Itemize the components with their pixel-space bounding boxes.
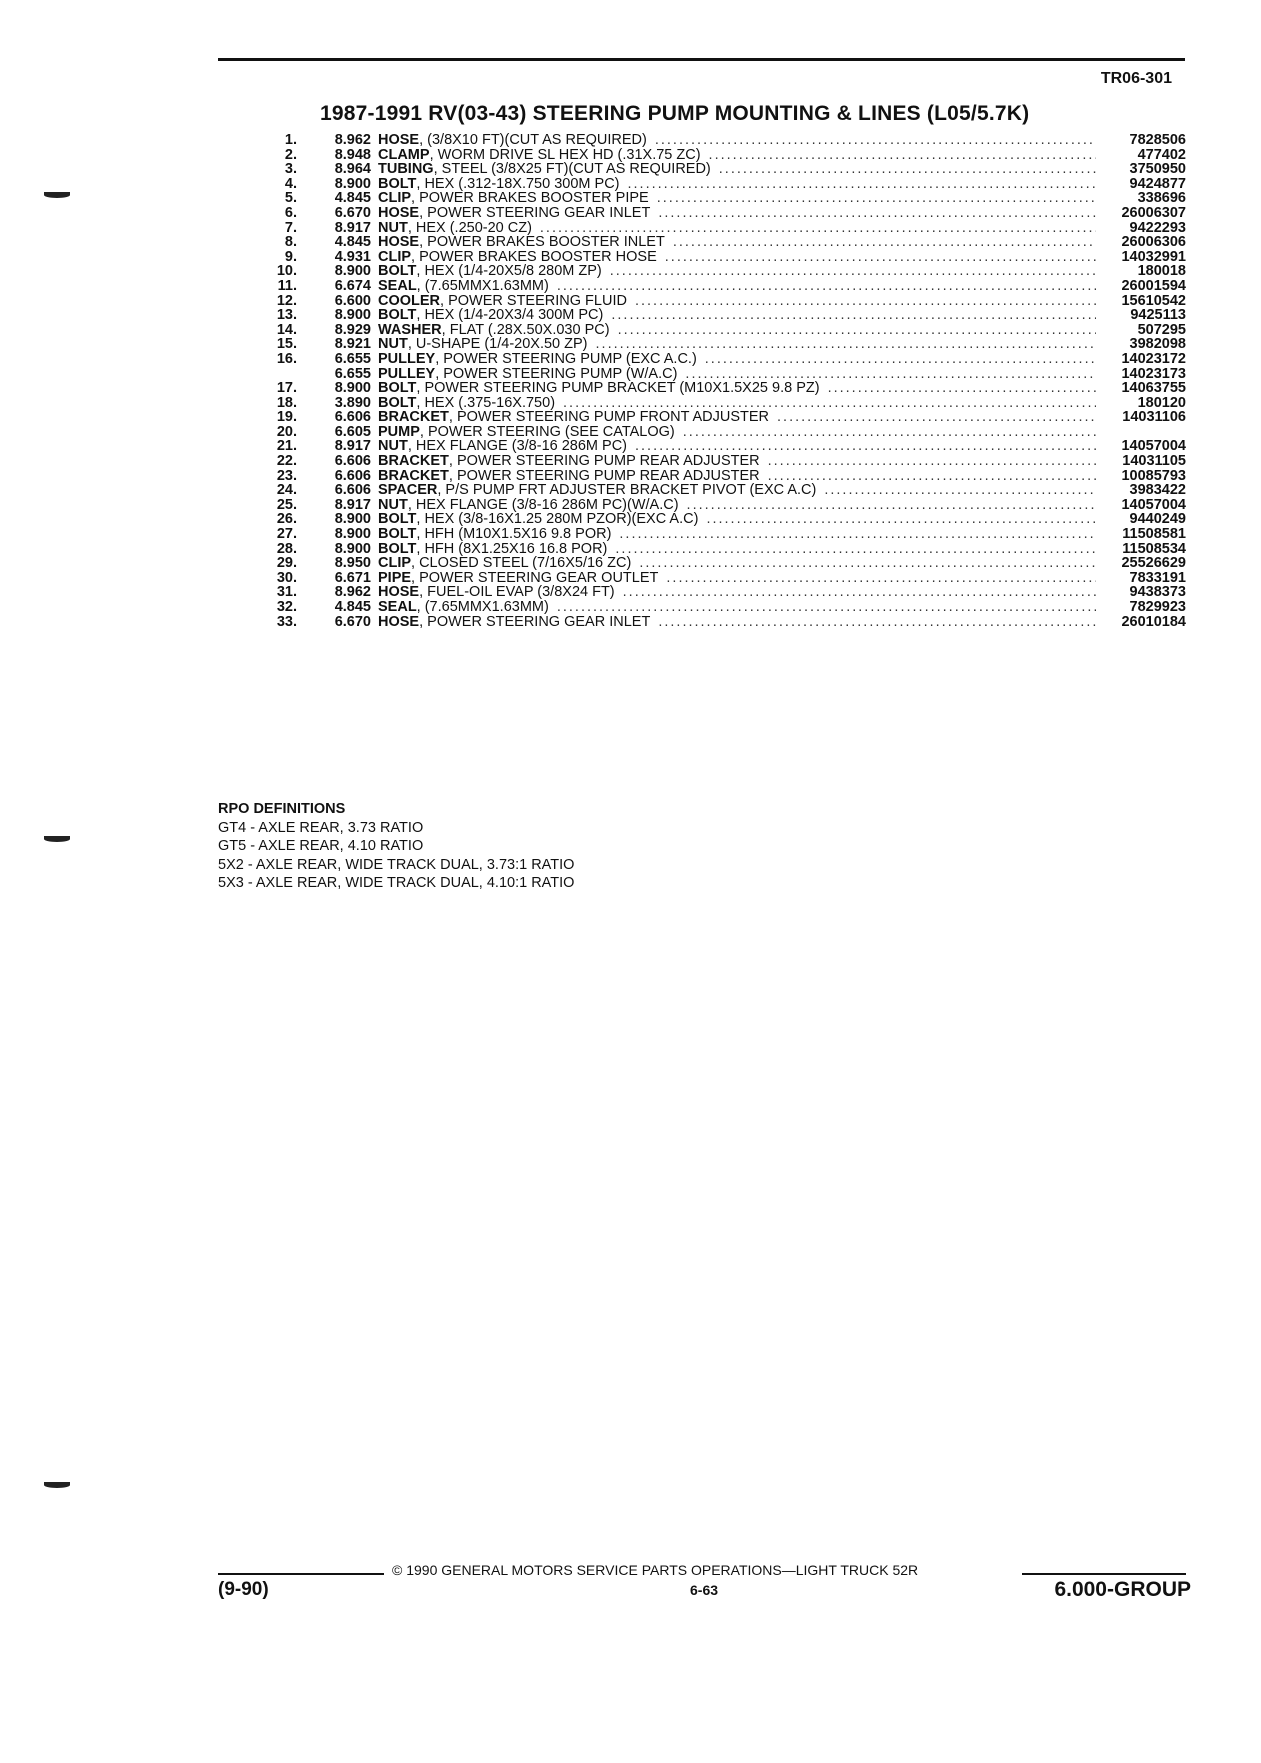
part-description: , WORM DRIVE SL HEX HD (.31X.75 ZC) [429, 146, 701, 163]
parts-row [255, 323, 1186, 338]
part-name: WASHER [378, 321, 442, 338]
part-description: , POWER STEERING PUMP REAR ADJUSTER [448, 467, 760, 484]
part-description: , POWER BRAKES BOOSTER PIPE [411, 190, 649, 207]
part-name: HOSE [378, 204, 420, 221]
item-number: 33. [276, 613, 297, 630]
binder-hole-mark [44, 192, 70, 198]
footer-date: (9-90) [218, 1579, 269, 1600]
group-number: 6.674 [334, 277, 371, 294]
parts-row [255, 148, 1186, 163]
parts-row [255, 294, 1186, 309]
part-number: 7828506 [1129, 132, 1186, 148]
part-description: , HEX (1/4-20X5/8 280M ZP) [416, 263, 602, 280]
leader-dots [665, 250, 1096, 265]
item-number: 29. [276, 555, 297, 572]
parts-row [255, 512, 1186, 527]
part-name: NUT [378, 219, 408, 236]
rpo-item: GT4 - AXLE REAR, 3.73 RATIO [218, 819, 424, 836]
group-number: 8.900 [334, 526, 371, 543]
rpo-item: 5X2 - AXLE REAR, WIDE TRACK DUAL, 3.73:1 RATIO [218, 856, 575, 873]
part-number: 7833191 [1129, 569, 1186, 586]
part-name: BRACKET [378, 453, 449, 470]
item-number: 20. [276, 423, 297, 440]
group-number: 6.606 [334, 467, 371, 484]
parts-row [255, 615, 1186, 630]
part-description: , U-SHAPE (1/4-20X.50 ZP) [407, 336, 588, 353]
parts-row [255, 542, 1186, 557]
part-description: , POWER STEERING PUMP REAR ADJUSTER [448, 453, 760, 470]
item-number: 15. [276, 336, 297, 353]
parts-row [255, 527, 1186, 542]
part-number: 9425113 [1130, 307, 1186, 324]
page-number: 6-63 [690, 1582, 719, 1598]
part-name: BOLT [378, 175, 417, 192]
part-description: , CLOSED STEEL (7/16X5/16 ZC) [411, 555, 632, 572]
item-number: 24. [276, 482, 297, 499]
part-name: BRACKET [378, 409, 449, 426]
part-name: NUT [378, 336, 408, 353]
rpo-definitions [218, 800, 574, 893]
item-number: 14. [276, 321, 297, 338]
item-number: 26. [276, 511, 297, 528]
leader-dots [619, 527, 1096, 542]
footer-group: 6.000-GROUP [1054, 1578, 1191, 1601]
group-number: 8.917 [334, 496, 371, 513]
parts-row [255, 483, 1186, 498]
part-number: 507295 [1137, 321, 1186, 338]
leader-dots [639, 556, 1096, 571]
parts-row [255, 250, 1186, 265]
group-number: 4.845 [334, 599, 371, 615]
item-number: 3. [284, 161, 297, 178]
part-number: 14023173 [1121, 365, 1186, 382]
group-number: 6.670 [334, 613, 371, 630]
item-number: 16. [276, 350, 297, 367]
parts-row [255, 337, 1186, 352]
part-number: 11508534 [1122, 540, 1186, 557]
part-name: HOSE [378, 234, 420, 251]
group-number: 6.606 [334, 409, 371, 426]
binder-hole-mark [44, 1482, 70, 1488]
item-number: 32. [276, 599, 297, 615]
part-number: 9424877 [1129, 175, 1186, 192]
part-number: 14032991 [1121, 248, 1186, 265]
parts-row [255, 396, 1186, 411]
part-name: COOLER [378, 292, 441, 309]
leader-dots [658, 206, 1096, 221]
group-number: 6.670 [334, 204, 371, 221]
part-number: 14031106 [1122, 409, 1186, 426]
part-name: BOLT [378, 380, 417, 397]
group-number: 6.655 [334, 365, 371, 382]
group-number: 8.929 [334, 321, 371, 338]
part-number: 7829923 [1129, 599, 1186, 615]
top-rule [218, 58, 1185, 61]
group-number: 4.845 [334, 190, 371, 207]
part-number: 9438373 [1129, 584, 1186, 601]
parts-row [255, 556, 1186, 571]
leader-dots [687, 498, 1096, 513]
item-number: 19. [276, 409, 297, 426]
part-number: 3982098 [1129, 336, 1186, 353]
group-number: 8.900 [334, 175, 371, 192]
part-description: , POWER STEERING FLUID [440, 292, 627, 309]
part-name: PIPE [378, 569, 412, 586]
part-number: 477402 [1137, 146, 1186, 163]
group-number: 8.921 [334, 336, 371, 353]
parts-row [255, 352, 1186, 367]
part-name: PUMP [378, 423, 420, 440]
parts-row [255, 469, 1186, 484]
parts-row [255, 177, 1186, 192]
part-name: CLIP [378, 190, 412, 207]
part-name: PULLEY [378, 350, 436, 367]
leader-dots [824, 483, 1096, 498]
part-name: NUT [378, 496, 408, 513]
leader-dots [683, 425, 1096, 440]
group-number: 8.948 [334, 146, 371, 163]
group-number: 8.900 [334, 511, 371, 528]
item-number: 5. [284, 190, 297, 207]
part-number: 180018 [1137, 263, 1186, 280]
part-name: BOLT [378, 263, 417, 280]
leader-dots [635, 294, 1096, 309]
item-number: 2. [284, 146, 297, 163]
item-number: 12. [276, 292, 297, 309]
part-description: , HEX FLANGE (3/8-16 286M PC)(W/A.C) [407, 496, 679, 513]
parts-row [255, 571, 1186, 586]
part-description: , POWER BRAKES BOOSTER HOSE [411, 248, 657, 265]
leader-dots [557, 279, 1096, 294]
leader-dots [768, 469, 1096, 484]
part-name: BOLT [378, 540, 417, 557]
leader-dots [709, 148, 1096, 163]
leader-dots [611, 308, 1096, 323]
leader-dots [768, 454, 1096, 469]
part-name: CLIP [378, 248, 412, 265]
parts-row [255, 162, 1186, 177]
parts-row [255, 498, 1186, 513]
part-number: 14063755 [1121, 380, 1186, 397]
part-description: , P/S PUMP FRT ADJUSTER BRACKET PIVOT (EXC A.C) [437, 482, 817, 499]
leader-dots [666, 571, 1096, 586]
item-number: 27. [276, 526, 297, 543]
rpo-heading: RPO DEFINITIONS [218, 801, 346, 817]
item-number: 1. [284, 132, 297, 148]
group-number: 8.900 [334, 540, 371, 557]
group-number: 4.931 [334, 248, 371, 265]
part-description: , (7.65MMX1.63MM) [416, 277, 549, 294]
binder-hole-mark [44, 836, 70, 842]
parts-row [255, 381, 1186, 396]
part-number: 14057004 [1121, 496, 1186, 513]
group-number: 8.900 [334, 263, 371, 280]
part-name: PULLEY [378, 365, 436, 382]
footer-copyright: © 1990 GENERAL MOTORS SERVICE PARTS OPERATIONS—LIGHT TRUCK 52R [392, 1562, 919, 1578]
part-description: , POWER STEERING GEAR INLET [419, 613, 651, 630]
parts-row [255, 410, 1186, 425]
parts-row [255, 206, 1186, 221]
part-name: HOSE [378, 613, 420, 630]
part-description: , (7.65MMX1.63MM) [416, 599, 549, 615]
parts-list [255, 133, 1186, 629]
footer-rule-left [218, 1573, 384, 1575]
part-description: , POWER STEERING (SEE CATALOG) [419, 423, 675, 440]
part-number: 180120 [1137, 394, 1186, 411]
group-number: 6.606 [334, 453, 371, 470]
group-number: 8.917 [334, 219, 371, 236]
leader-dots [655, 133, 1096, 148]
parts-row [255, 454, 1186, 469]
group-number: 4.845 [334, 234, 371, 251]
leader-dots [623, 585, 1096, 600]
parts-row [255, 279, 1186, 294]
group-number: 6.655 [334, 350, 371, 367]
part-name: BOLT [378, 526, 417, 543]
parts-row [255, 191, 1186, 206]
part-description: , HFH (M10X1.5X16 9.8 POR) [416, 526, 612, 543]
item-number: 25. [276, 496, 297, 513]
leader-dots [719, 162, 1096, 177]
part-number: 26006306 [1121, 234, 1186, 251]
part-name: BRACKET [378, 467, 449, 484]
rpo-item: GT5 - AXLE REAR, 4.10 RATIO [218, 838, 424, 854]
leader-dots [557, 600, 1096, 615]
part-number: 10085793 [1121, 467, 1186, 484]
part-description: , FUEL-OIL EVAP (3/8X24 FT) [419, 584, 615, 601]
parts-row [255, 425, 1186, 440]
part-description: , HFH (8X1.25X16 16.8 POR) [416, 540, 608, 557]
leader-dots [540, 221, 1096, 236]
item-number: 31. [276, 584, 297, 601]
part-number: 26010184 [1121, 613, 1186, 630]
item-number: 23. [276, 467, 297, 484]
part-number: 15610542 [1121, 292, 1186, 309]
part-name: SEAL [378, 599, 417, 615]
leader-dots [657, 191, 1096, 206]
part-name: CLAMP [378, 146, 430, 163]
part-description: , HEX (.375-16X.750) [416, 394, 556, 411]
part-description: , FLAT (.28X.50X.030 PC) [441, 321, 610, 338]
part-description: , HEX (.250-20 CZ) [407, 219, 532, 236]
item-number: 22. [276, 453, 297, 470]
part-description: , POWER STEERING GEAR INLET [419, 204, 651, 221]
part-number: 3750950 [1129, 161, 1186, 178]
leader-dots [563, 396, 1096, 411]
parts-row [255, 221, 1186, 236]
item-number: 17. [276, 380, 297, 397]
leader-dots [618, 323, 1096, 338]
group-number: 8.950 [334, 555, 371, 572]
part-description: , POWER STEERING GEAR OUTLET [411, 569, 659, 586]
part-number: 11508581 [1122, 526, 1186, 543]
item-number: 11. [277, 277, 297, 294]
item-number: 9. [284, 248, 297, 265]
part-description: , POWER STEERING PUMP BRACKET (M10X1.5X25 9.8 PZ) [416, 380, 820, 397]
part-name: SPACER [378, 482, 438, 499]
part-number: 3983422 [1129, 482, 1186, 499]
part-description: , (3/8X10 FT)(CUT AS REQUIRED) [419, 132, 647, 148]
page-title: 1987-1991 RV(03-43) STEERING PUMP MOUNTING & LINES (L05/5.7K) [320, 102, 1030, 125]
parts-row [255, 133, 1186, 148]
part-number: 9440249 [1129, 511, 1186, 528]
part-number: 26006307 [1121, 204, 1186, 221]
part-description: , POWER STEERING PUMP (W/A.C) [435, 365, 678, 382]
part-name: HOSE [378, 132, 420, 148]
part-name: SEAL [378, 277, 417, 294]
part-number: 338696 [1137, 190, 1186, 207]
part-description: , POWER STEERING PUMP (EXC A.C.) [435, 350, 697, 367]
group-number: 8.964 [334, 161, 371, 178]
group-number: 8.962 [334, 584, 371, 601]
item-number: 21. [276, 438, 297, 455]
part-description: , STEEL (3/8X25 FT)(CUT AS REQUIRED) [433, 161, 711, 178]
part-description: , POWER STEERING PUMP FRONT ADJUSTER [448, 409, 770, 426]
part-name: TUBING [378, 161, 434, 178]
part-description: , POWER BRAKES BOOSTER INLET [419, 234, 665, 251]
item-number: 7. [284, 219, 297, 236]
item-number: 6. [284, 204, 297, 221]
item-number: 30. [276, 569, 297, 586]
footer-rule-right [1022, 1573, 1186, 1575]
item-number: 10. [276, 263, 297, 280]
leader-dots [706, 512, 1096, 527]
leader-dots [828, 381, 1096, 396]
part-description: , HEX (.312-18X.750 300M PC) [416, 175, 620, 192]
leader-dots [685, 367, 1096, 382]
part-name: HOSE [378, 584, 420, 601]
group-number: 6.600 [334, 292, 371, 309]
leader-dots [777, 410, 1096, 425]
group-number: 8.900 [334, 307, 371, 324]
group-number: 8.962 [334, 132, 371, 148]
group-number: 6.606 [334, 482, 371, 499]
part-number: 25526629 [1121, 555, 1186, 572]
catalog-code: TR06-301 [1100, 70, 1172, 87]
leader-dots [673, 235, 1096, 250]
leader-dots [615, 542, 1096, 557]
part-name: BOLT [378, 307, 417, 324]
parts-row [255, 600, 1186, 615]
group-number: 6.605 [334, 423, 371, 440]
item-number: 8. [284, 234, 297, 251]
item-number: 13. [276, 307, 297, 324]
parts-row [255, 235, 1186, 250]
part-name: BOLT [378, 511, 417, 528]
part-number: 14023172 [1121, 350, 1186, 367]
group-number: 6.671 [334, 569, 371, 586]
group-number: 8.900 [334, 380, 371, 397]
part-number: 14031105 [1122, 453, 1186, 470]
parts-row [255, 308, 1186, 323]
part-description: , HEX (1/4-20X3/4 300M PC) [416, 307, 604, 324]
item-number: 4. [284, 175, 297, 192]
part-name: CLIP [378, 555, 412, 572]
part-description: , HEX (3/8-16X1.25 280M PZOR)(EXC A.C) [416, 511, 699, 528]
parts-row [255, 367, 1186, 382]
parts-row [255, 585, 1186, 600]
part-name: BOLT [378, 394, 417, 411]
part-number: 9422293 [1129, 219, 1186, 236]
leader-dots [635, 439, 1096, 454]
part-number: 14057004 [1121, 438, 1186, 455]
group-number: 3.890 [334, 394, 371, 411]
leader-dots [596, 337, 1096, 352]
leader-dots [628, 177, 1097, 192]
parts-row [255, 264, 1186, 279]
leader-dots [610, 264, 1096, 279]
part-description: , HEX FLANGE (3/8-16 286M PC) [407, 438, 627, 455]
leader-dots [658, 615, 1096, 630]
item-number: 28. [276, 540, 297, 557]
leader-dots [705, 352, 1096, 367]
part-name: NUT [378, 438, 408, 455]
rpo-item: 5X3 - AXLE REAR, WIDE TRACK DUAL, 4.10:1 RATIO [218, 875, 575, 891]
group-number: 8.917 [334, 438, 371, 455]
part-number: 26001594 [1121, 277, 1186, 294]
parts-row [255, 439, 1186, 454]
item-number: 18. [276, 394, 297, 411]
